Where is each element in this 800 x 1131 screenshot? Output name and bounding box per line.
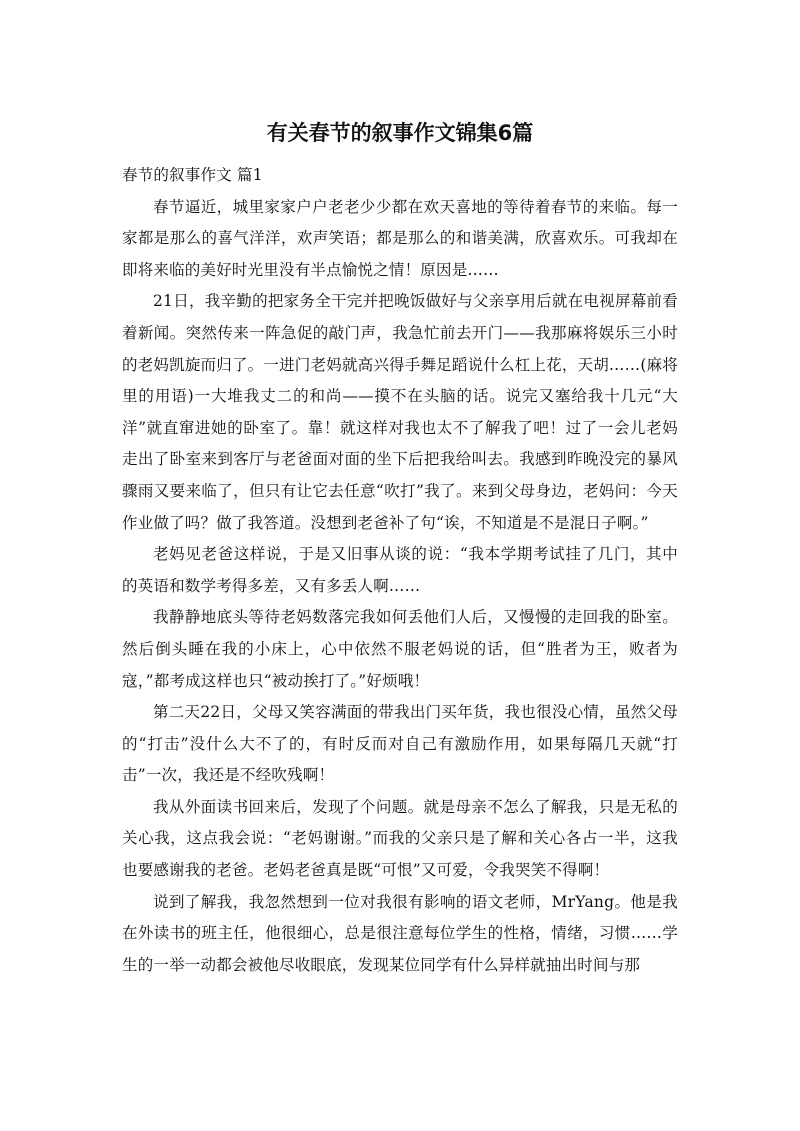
- document-title: 有关春节的叙事作文锦集6篇: [266, 121, 534, 145]
- paragraph: 21日，我辛勤的把家务全干完并把晚饭做好与父亲享用后就在电视屏幕前看着新闻。突然传来一阵急促的敲门声，我急忙前去开门——我那麻将娱乐三小时的老妈凯旋而归了。一进门老妈就高兴得手舞足蹈说什么杠上花，天胡……(麻将里的用语)一大堆我丈二的和尚——摸不在头脑的话。说完又塞给我十几元“大洋”就直窜进她的卧室了。靠！就这样对我也太不了解我了吧！过了一会儿老妈走出了卧室来到客厅与老爸面对面的坐下后把我给叫去。我感到昨晚没完的暴风骤雨又要来临了，但只有让它去任意“吹打”我了。来到父母身边，老妈问：今天作业做了吗？做了我答道。没想到老爸补了句“诶，不知道是不是混日子啊。”: [122, 292, 678, 532]
- paragraph: 第二天22日，父母又笑容满面的带我出门买年货，我也很没心情，虽然父母的“打击”没什么大不了的，有时反而对自己有激励作用，如果每隔几天就“打击”一次，我还是不经吹残啊！: [122, 703, 678, 785]
- section-heading: 春节的叙事作文 篇1: [122, 166, 263, 184]
- paragraph: 春节逼近，城里家家户户老老少少都在欢天喜地的等待着春节的来临。每一家都是那么的喜气洋洋，欢声笑语；都是那么的和谐美满，欣喜欢乐。可我却在即将来临的美好时光里没有半点愉悦之情！原因是……: [122, 197, 678, 279]
- paragraph: 老妈见老爸这样说，于是又旧事从谈的说：“我本学期考试挂了几门，其中的英语和数学考得多差，又有多丢人啊……: [122, 545, 678, 595]
- document-body: [122, 160, 678, 981]
- paragraph: 说到了解我，我忽然想到一位对我很有影响的语文老师，MrYang。他是我在外读书的班主任，他很细心，总是很注意每位学生的性格，情绪，习惯……学生的一举一动都会被他尽收眼底，发现某位同学有什么异样就抽出时间与那: [122, 892, 678, 974]
- paragraph: 我从外面读书回来后，发现了个问题。就是母亲不怎么了解我，只是无私的关心我，这点我会说：“老妈谢谢。”而我的父亲只是了解和关心各占一半，这我也要感谢我的老爸。老妈老爸真是既“可恨”又可爱，令我哭笑不得啊！: [122, 797, 678, 880]
- paragraph: 我静静地底头等待老妈数落完我如何丢他们人后，又慢慢的走回我的卧室。然后倒头睡在我的小床上，心中依然不服老妈说的话，但“胜者为王，败者为寇，”都考成这样也只“被动挨打了。”好烦哦！: [122, 608, 678, 690]
